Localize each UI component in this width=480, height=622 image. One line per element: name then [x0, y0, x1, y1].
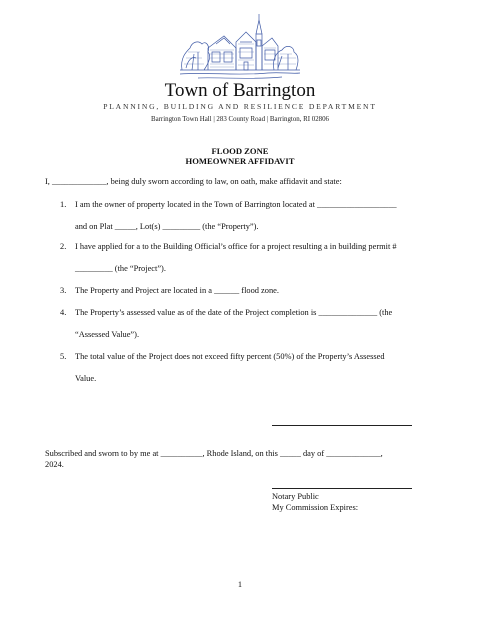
statement-number: 4.: [60, 308, 67, 317]
commission-expires-label[interactable]: My Commission Expires:: [272, 503, 359, 512]
affiant-signature-line[interactable]: [272, 425, 412, 426]
department-address: Barrington Town Hall | 283 County Road | Barrington, RI 02806: [150, 116, 330, 123]
town-hall-seal-illustration: [178, 8, 302, 86]
subscribed-sworn-line-2: 2024.: [45, 460, 64, 469]
town-title: Town of Barrington: [164, 80, 316, 101]
statement-line-1[interactable]: The Property and Project are located in a ______ flood zone.: [75, 286, 279, 295]
statement-number: 1.: [60, 200, 67, 209]
statement-line-1: The total value of the Project does not exceed fifty percent (50%) of the Property’s Assessed: [75, 352, 385, 361]
statement-line-2: Value.: [75, 374, 97, 383]
statement-line-1[interactable]: I have applied for a to the Building Official’s office for a project resulting a in building permit #: [75, 242, 397, 251]
statement-number: 3.: [60, 286, 67, 295]
statement-number: 5.: [60, 352, 67, 361]
statement-line-2: “Assessed Value”).: [75, 330, 140, 339]
statement-line-2[interactable]: and on Plat _____, Lot(s) _________ (the “Property”).: [75, 222, 259, 231]
notary-signature-line[interactable]: [272, 488, 412, 489]
page-number: 1: [237, 580, 243, 589]
subscribed-sworn-line-1[interactable]: Subscribed and sworn to by me at __________, Rhode Island, on this _____ day of _____________,: [45, 449, 383, 458]
notary-public-label: Notary Public: [272, 492, 319, 501]
statement-line-2[interactable]: _________ (the “Project”).: [75, 264, 166, 273]
statement-line-1[interactable]: The Property’s assessed value as of the date of the Project completion is ______________ (the: [75, 308, 393, 317]
statement-number: 2.: [60, 242, 67, 251]
document-title: [0, 146, 480, 166]
document-title-line-2: HOMEOWNER AFFIDAVIT: [185, 156, 295, 166]
statement-line-1[interactable]: I am the owner of property located in the Town of Barrington located at ___________________: [75, 200, 397, 209]
affiant-intro[interactable]: I, _____________, being duly sworn according to law, on oath, make affidavit and state:: [45, 177, 342, 186]
department-name: PLANNING, BUILDING AND RESILIENCE DEPARTMENT: [103, 102, 377, 111]
document-title-line-1: FLOOD ZONE: [211, 146, 269, 156]
